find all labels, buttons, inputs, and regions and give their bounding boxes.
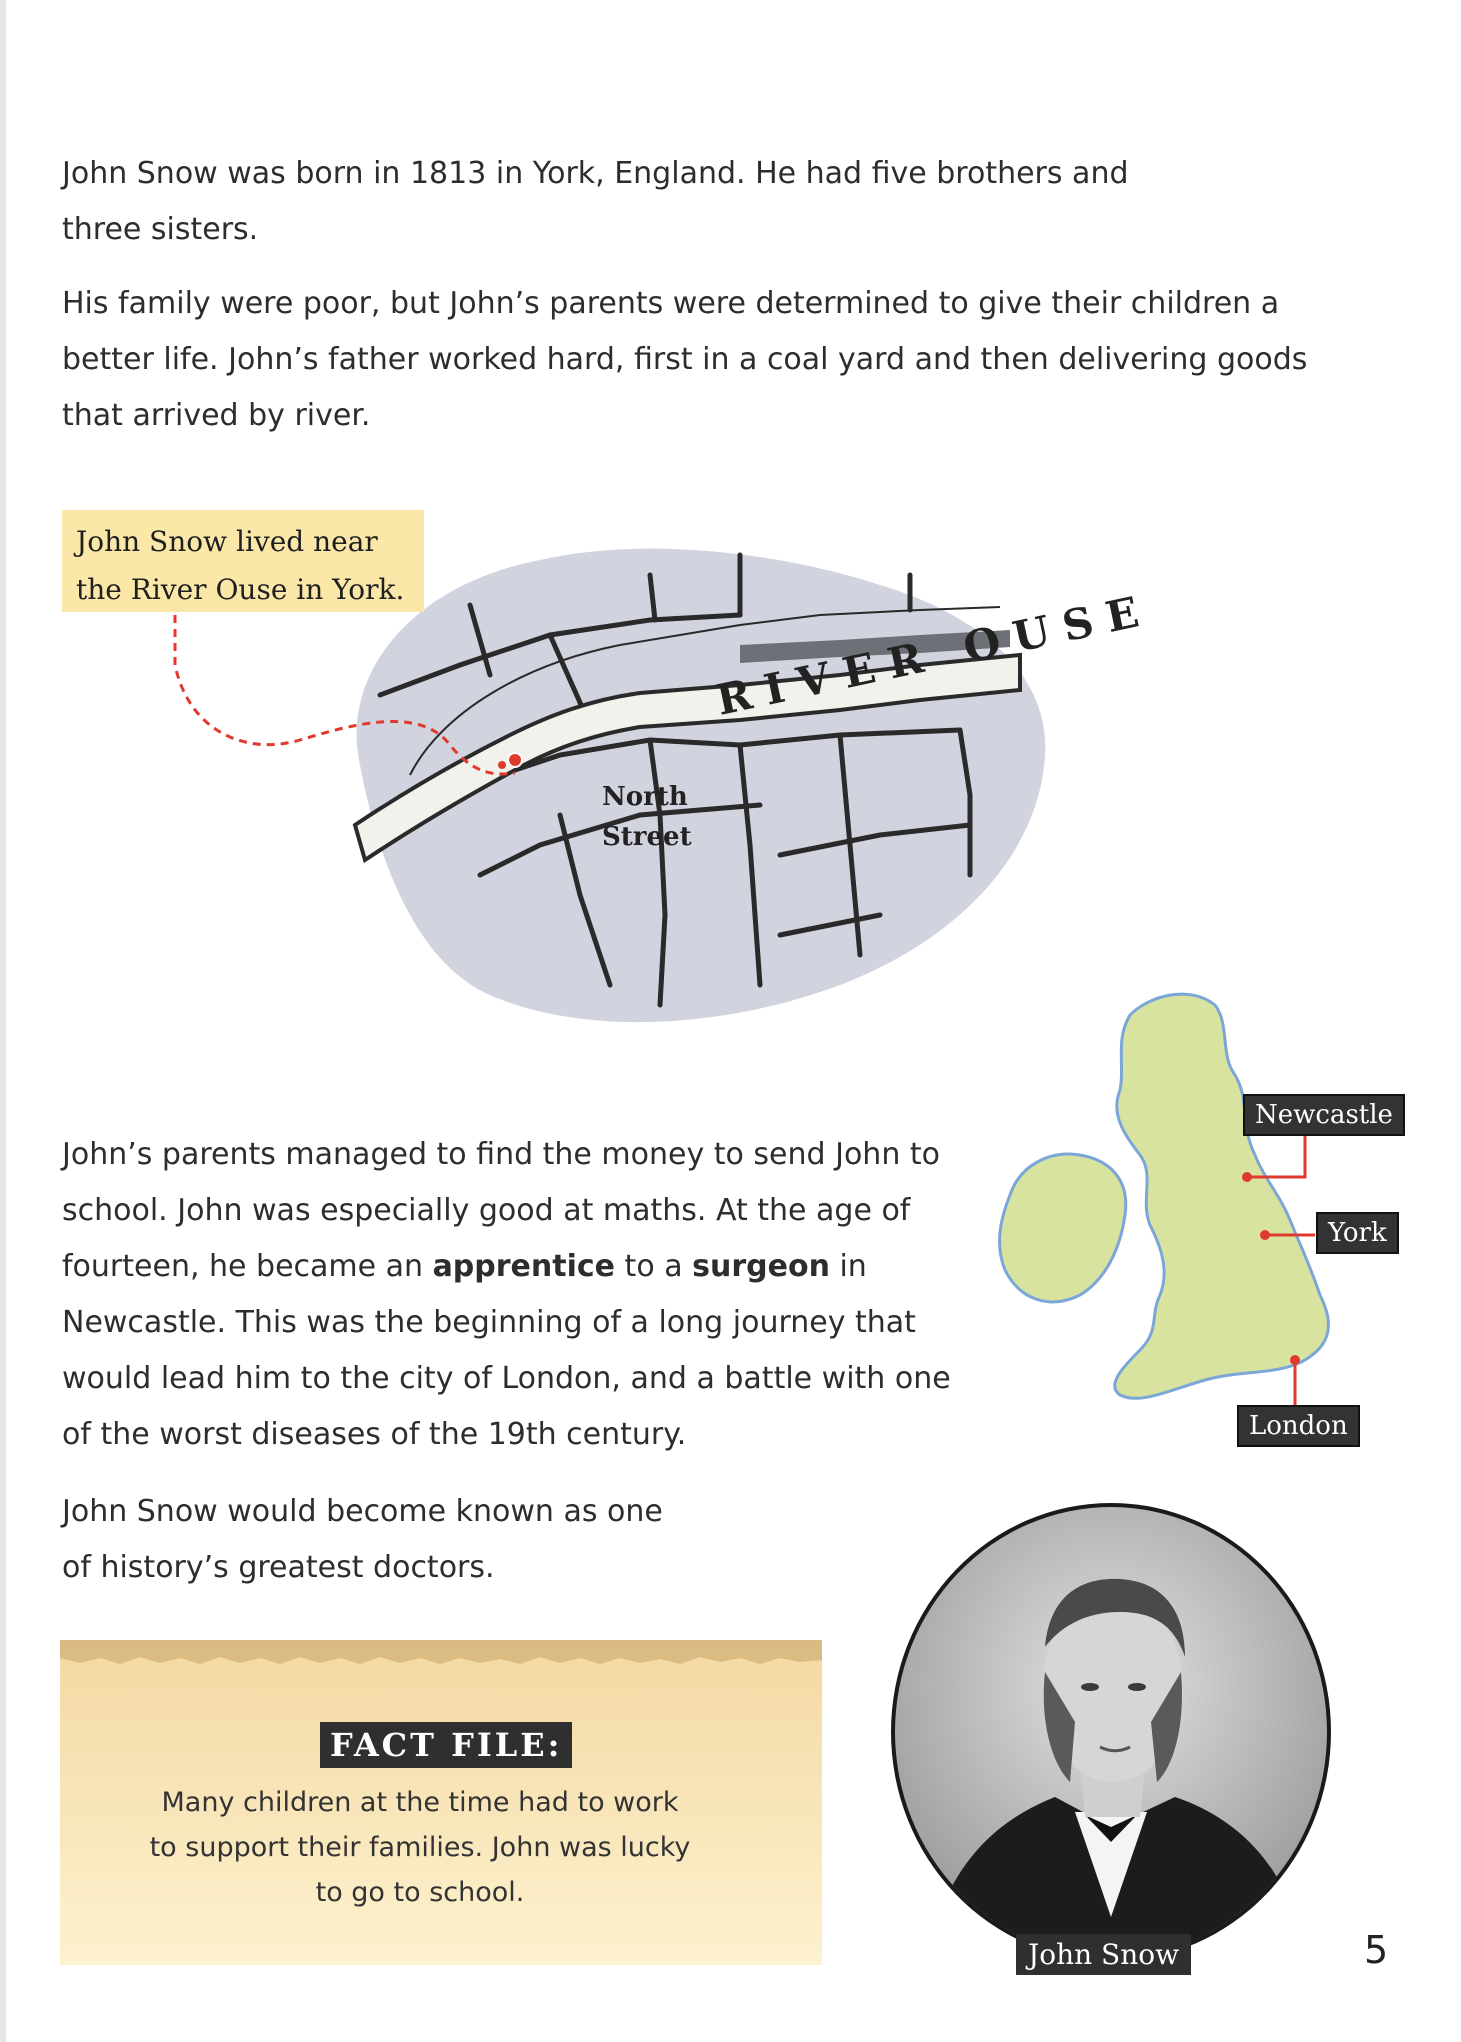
body-paragraph-4: John Snow would become known as one of history’s greatest doctors.	[62, 1494, 663, 1585]
paragraph-text: John’s parents managed to find the money to send John to school. John was especially good at maths. At the age of fourteen, he became an	[62, 1137, 940, 1284]
city-label-york: York	[1316, 1212, 1399, 1254]
john-snow-portrait	[885, 1497, 1337, 1967]
map-callout	[62, 510, 424, 612]
street-label-line2: Street	[602, 822, 692, 852]
portrait-caption: John Snow	[1016, 1934, 1191, 1975]
city-label-newcastle: Newcastle	[1243, 1094, 1405, 1136]
house-marker	[508, 753, 522, 767]
term-surgeon: surgeon	[692, 1249, 830, 1284]
paragraph-text: in Newcastle. This was the beginning of a long journey that would lead him to the city of London, and a battle with one of the worst diseases of the 19th century.	[62, 1249, 951, 1452]
city-label-london: London	[1237, 1405, 1360, 1447]
street-label-line1: North	[602, 782, 688, 812]
intro-paragraph-1: John Snow was born in 1813 in York, England. He had five brothers and three sisters.	[62, 156, 1129, 247]
fact-file-title: FACT FILE:	[320, 1722, 572, 1768]
callout-line-1: John Snow lived near	[76, 525, 378, 558]
callout-line-2: the River Ouse in York.	[76, 573, 405, 606]
term-apprentice: apprentice	[432, 1249, 616, 1284]
fact-file-line-3: to go to school.	[315, 1877, 525, 1908]
fact-file-text	[120, 1780, 720, 1915]
river-label: RIVER OUSE	[711, 584, 1157, 725]
page-number: 5	[1364, 1928, 1389, 1972]
paragraph-text: to a	[615, 1249, 693, 1284]
fact-file-line-2: to support their families. John was lucky	[149, 1832, 691, 1863]
fact-file-line-1: Many children at the time had to work	[161, 1787, 679, 1818]
intro-paragraph-2: His family were poor, but John’s parents were determined to give their children a better life. John’s father worked hard, first in a coal yard and then delivering goods that arrived by river.	[62, 286, 1308, 433]
york-street-map	[320, 515, 1157, 1055]
page-binding-edge	[0, 0, 6, 2042]
body-paragraph-3	[62, 1127, 982, 1463]
